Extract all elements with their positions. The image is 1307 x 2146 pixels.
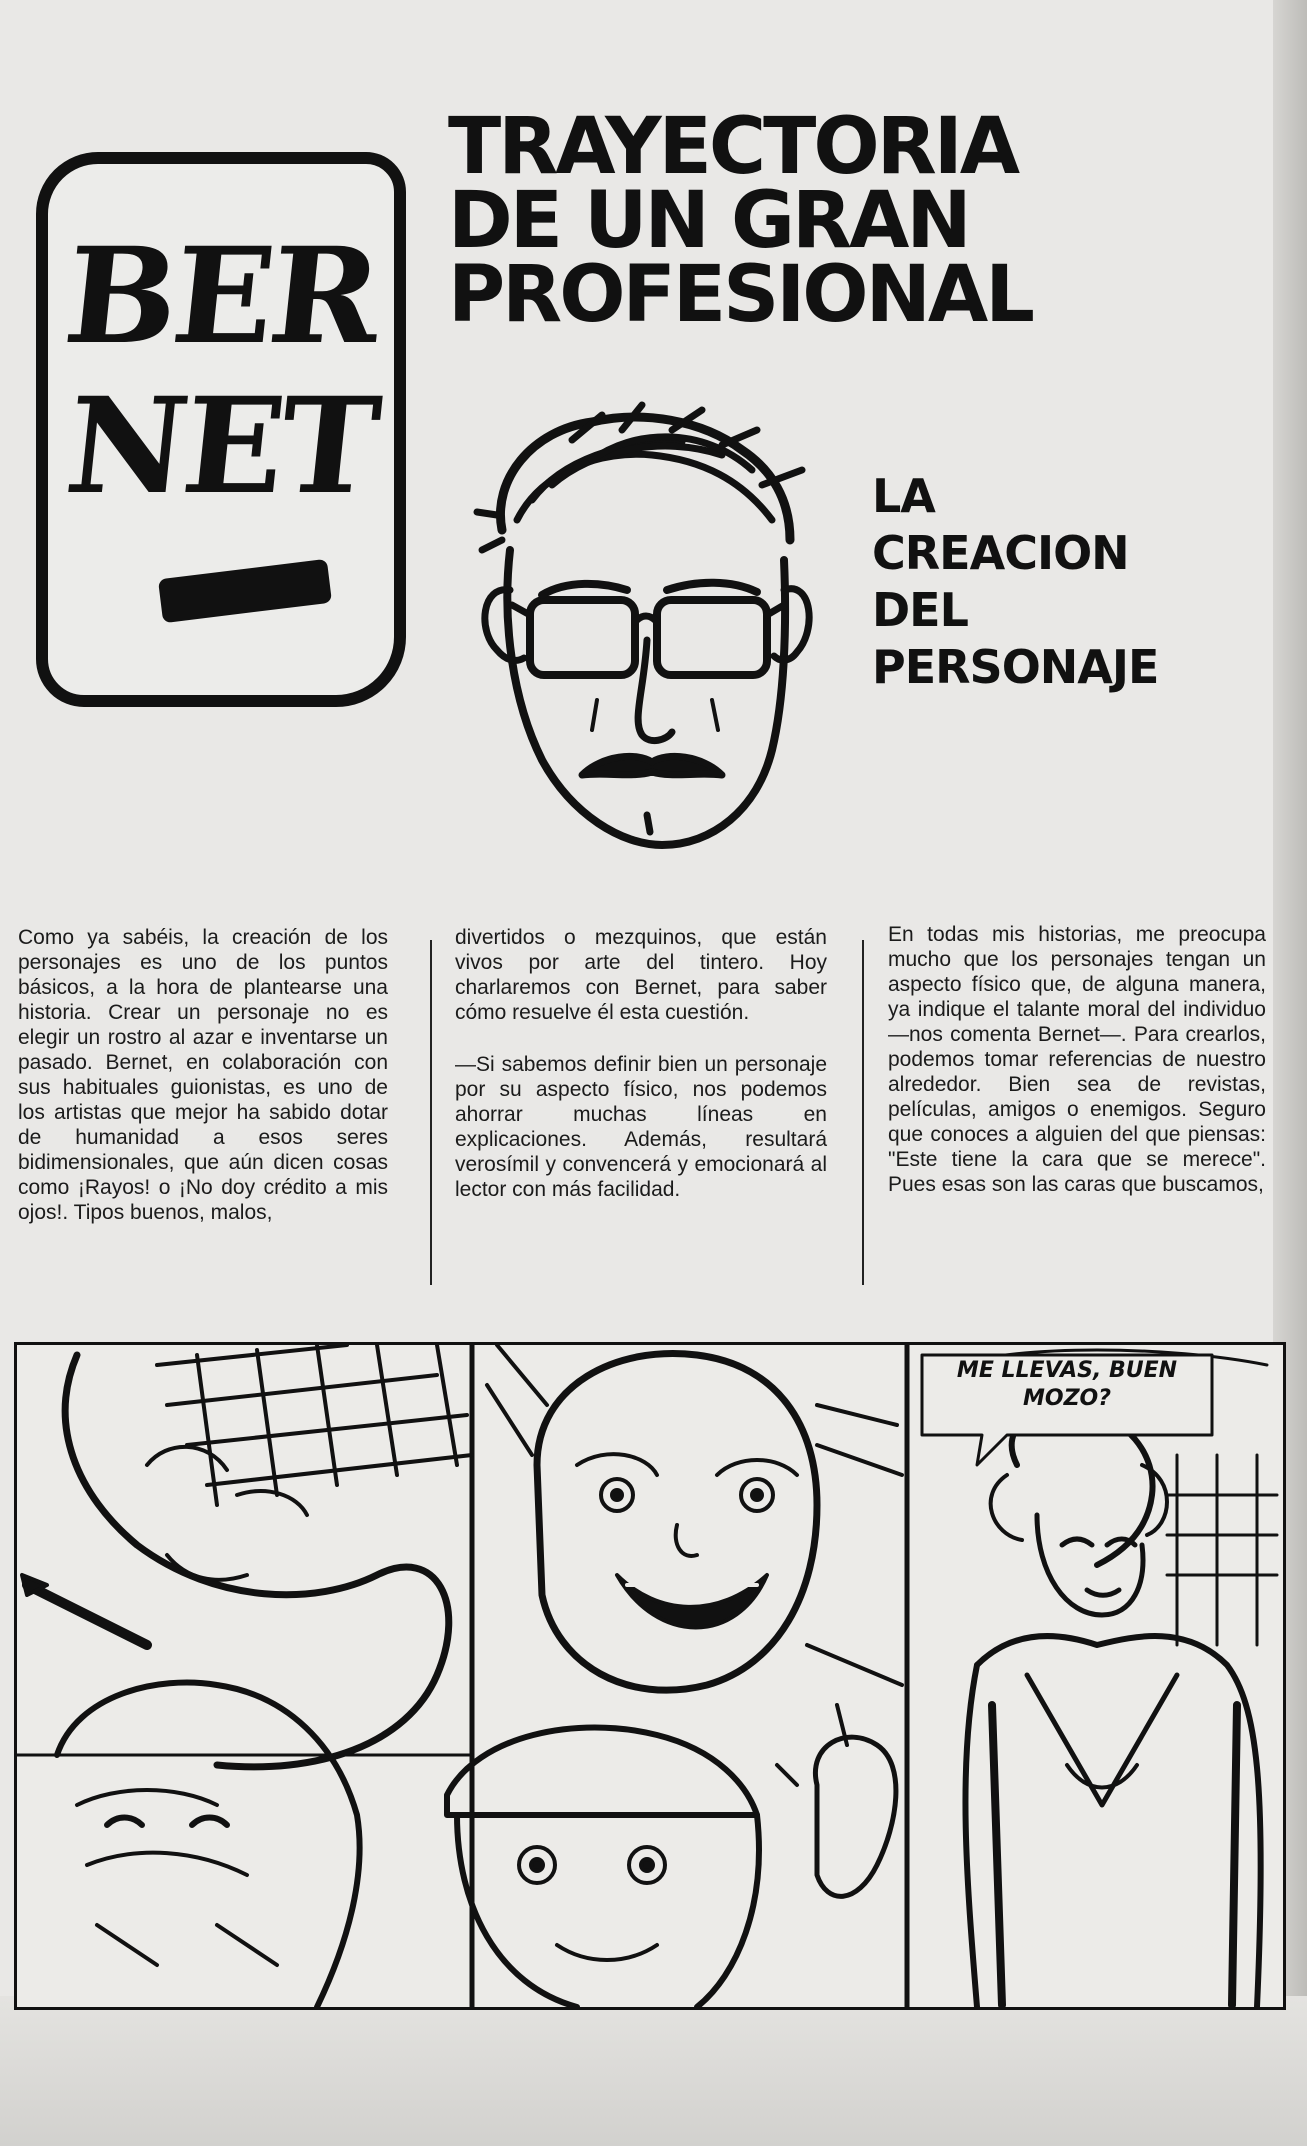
headline-line: TRAYECTORIA — [448, 102, 1018, 192]
logo-text-bottom: NET — [59, 369, 383, 524]
subhead-line: DEL — [872, 583, 968, 637]
subhead-line: PERSONAJE — [872, 640, 1159, 694]
headline-line: DE UN GRAN — [448, 176, 969, 266]
body-paragraph: Como ya sabéis, la creación de los personajes es uno de los puntos básicos, a la hora de plantearse una historia. Crear un personaje no es elegir un rostro al azar e inventarse un pasado. Bernet, en colaboración con sus habituales guionistas, es uno de los artistas que mejor ha sabido dotar de humanidad a esos seres bidimensionales, que aún dicen cosas como ¡Rayos! o ¡No doy crédito a mis ojos!. Tipos buenos, malos, — [18, 926, 388, 1224]
bernet-logo — [36, 152, 406, 707]
balloon-line: ME LLEVAS, BUEN — [956, 1358, 1178, 1383]
comic-strip-illustration — [14, 1342, 1286, 2010]
headline-line: PROFESIONAL — [448, 250, 1032, 340]
article-headline — [448, 102, 1248, 340]
page-bottom-shadow — [0, 1996, 1307, 2146]
logo-text-top: BER — [57, 219, 385, 374]
logo-dash-mark — [158, 559, 332, 623]
subhead-line: LA — [872, 469, 935, 523]
body-paragraph: —Si sabemos definir bien un personaje por su aspecto físico, nos podemos ahorrar muchas líneas en explicaciones. Además, resultará verosímil y convencerá y emocionará al lector con más facilidad. — [455, 1053, 827, 1201]
comic-panels-drawing — [17, 1345, 1283, 2007]
article-subhead — [872, 468, 1252, 696]
column-divider — [430, 940, 432, 1285]
subhead-line: CREACION — [872, 526, 1129, 580]
body-column-3 — [888, 922, 1266, 1224]
artist-portrait-illustration — [472, 400, 827, 875]
body-paragraph: divertidos o mezquinos, que están vivos por arte del tintero. Hoy charlaremos con Bernet, para saber cómo resuelve él esta cuestión. — [455, 926, 827, 1024]
body-paragraph: En todas mis historias, me preocupa mucho que los personajes tengan un aspecto físico que, de alguna manera, ya indique el talante moral del individuo —nos comenta Bernet—. Para crearlos, podemos tomar referencias de nuestro alrededor. Bien sea de revistas, películas, amigos o enemigos. Seguro que conoces a alguien del que piensas: "Este tiene la cara que se merece". Pues esas son las caras que buscamos, — [888, 923, 1266, 1196]
column-divider — [862, 940, 864, 1285]
speech-balloon — [932, 1357, 1202, 1435]
body-column-1 — [18, 925, 388, 1252]
balloon-line: MOZO? — [1022, 1386, 1111, 1411]
body-column-2 — [455, 925, 827, 1229]
